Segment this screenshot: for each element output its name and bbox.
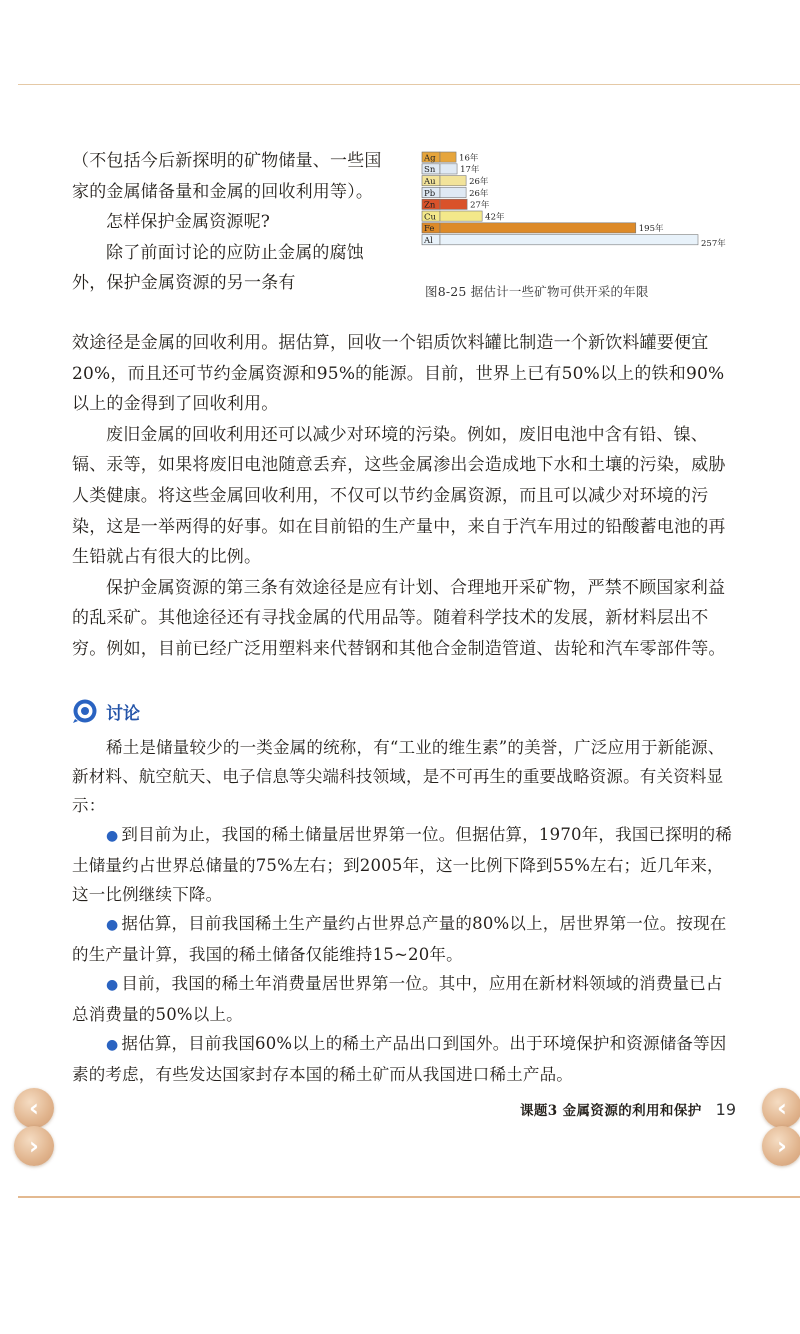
chart-bar [440, 223, 636, 233]
body-paragraph-3: 保护金属资源的第三条有效途径是应有计划、合理地开采矿物，严禁不顾国家利益的乱采矿。其他途径还有寻找金属的代用品等。随着科学技术的发展，新材料层出不穷。例如，目前已经广泛用塑料来代替钢和其他合金制造管道、齿轮和汽车零部件等。 [72, 577, 726, 659]
bullet-dot-icon: ● [106, 917, 119, 933]
chevron-right-icon: › [777, 1132, 787, 1160]
footer-chapter-title: 课题3 金属资源的利用和保护 [519, 1103, 702, 1119]
chart-bar [440, 211, 482, 221]
mineral-years-chart [418, 150, 750, 274]
bullet-dot-icon: ● [106, 977, 119, 993]
chevron-left-icon: ‹ [777, 1094, 787, 1122]
right-next-page-button[interactable] [762, 1126, 800, 1166]
page-footer [520, 1099, 736, 1119]
chart-bar [440, 152, 456, 162]
page-number: 19 [715, 1100, 736, 1119]
discussion-bullet-text: 据估算，目前我国60%以上的稀土产品出口到国外。出于环境保护和资源储备等因素的考虑，有些发达国家封存本国的稀土矿而从我国进口稀土产品。 [72, 1034, 727, 1084]
chart-category-label: Al [424, 236, 433, 246]
left-next-page-button[interactable] [14, 1126, 54, 1166]
chart-category-label: Sn [424, 165, 436, 176]
body-paragraph-2: 废旧金属的回收利用还可以减少对环境的污染。例如，废旧电池中含有铅、镍、镉、汞等，如果将废旧电池随意丢弃，这些金属渗出会造成地下水和土壤的污染，威胁人类健康。将这些金属回收利用，不仅可以节约金属资源，而且可以减少对环境的污染，这是一举两得的好事。如在目前铅的生产量中，来自于汽车用过的铅酸蓄电池的再生铅就占有很大的比例。 [72, 424, 726, 568]
bullet-dot-icon: ● [106, 1037, 119, 1053]
chart-value-label: 26年 [469, 177, 489, 187]
chart-bar [440, 187, 466, 197]
discussion-title: 讨论 [106, 703, 140, 724]
chart-caption: 图8-25 据估计一些矿物可供开采的年限 [425, 284, 649, 299]
chart-bar [440, 199, 467, 209]
top-divider [18, 84, 800, 85]
discussion-bullet-text: 据估算，目前我国稀土生产量约占世界总产量的80%以上，居世界第一位。按现在的生产量计算，我国的稀土储备仅能维持15~20年。 [72, 914, 727, 964]
chart-category-label: Pb [424, 188, 436, 199]
chart-category-label: Cu [424, 212, 436, 223]
chart-category-label: Zn [424, 200, 436, 211]
left-prev-page-button[interactable] [14, 1088, 54, 1128]
chart-value-label: 42年 [485, 212, 505, 223]
chart-bar [440, 235, 698, 245]
bullet-dot-icon: ● [106, 828, 119, 844]
chart-value-label: 257年 [701, 238, 726, 249]
body-text-block [72, 328, 738, 665]
chevron-left-icon: ‹ [29, 1094, 39, 1122]
discussion-bullet-3 [72, 969, 738, 1029]
discussion-bullet-4 [72, 1029, 738, 1089]
discussion-intro: 稀土是储量较少的一类金属的统称，有“工业的维生素”的美誉，广泛应用于新能源、新材料、航空航天、电子信息等尖端科技领域，是不可再生的重要战略资源。有关资料显示： [72, 738, 725, 815]
chart-value-label: 27年 [470, 200, 490, 211]
discussion-bullet-2 [72, 909, 738, 969]
chart-bar [440, 176, 466, 186]
chart-category-label: Ag [424, 153, 436, 164]
intro-paragraph-1: （不包括今后新探明的矿物储量、一些国家的金属储备量和金属的回收利用等）。 [72, 151, 382, 202]
chart-value-label: 17年 [460, 165, 480, 176]
chart-category-label: Au [424, 177, 436, 187]
intro-paragraph-3: 除了前面讨论的应防止金属的腐蚀外，保护金属资源的另一条有 [72, 242, 364, 294]
right-prev-page-button[interactable] [762, 1088, 800, 1128]
discussion-bullet-1 [72, 820, 738, 909]
chart-category-label: Fe [424, 224, 435, 235]
intro-paragraph-2: 怎样保护金属资源呢? [106, 212, 271, 233]
discussion-icon [72, 698, 98, 724]
discussion-bullet-text: 到目前为止，我国的稀土储量居世界第一位。但据估算，1970年，我国已探明的稀土储量约占世界总储量的75%左右；到2005年，这一比例下降到55%左右；近几年来，这一比例继续下降。 [72, 825, 733, 904]
chart-bar [440, 164, 457, 174]
discussion-text-block [72, 733, 738, 1089]
chart-value-label: 16年 [459, 153, 479, 164]
bottom-divider [18, 1196, 800, 1198]
discussion-header [72, 697, 140, 725]
chart-value-label: 26年 [469, 188, 489, 199]
chevron-right-icon: › [29, 1132, 39, 1160]
discussion-bullet-text: 目前，我国的稀土年消费量居世界第一位。其中，应用在新材料领域的消费量已占总消费量的50%以上。 [72, 974, 723, 1024]
body-paragraph-1: 效途径是金属的回收利用。据估算，回收一个铝质饮料罐比制造一个新饮料罐要便宜20%，而且还可节约金属资源和95%的能源。目前，世界上已有50%以上的铁和90%以上的金得到了回收利用。 [72, 333, 725, 415]
intro-text-block [72, 146, 390, 299]
chart-value-label: 195年 [638, 224, 664, 235]
